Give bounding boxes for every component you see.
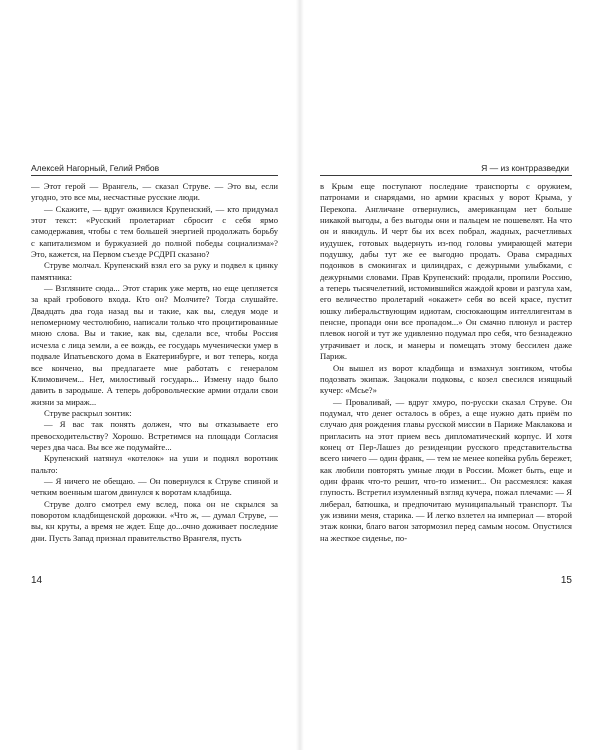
paragraph: Струве долго смотрел ему вслед, пока он не скрылся за поворотом кладбищенской дорожки. «Что ж, — думал Струве, — вы, кн круты, а время не ждет. Еще до...очно доживает последние дни. Пусть Запад признал правительство Врангеля, пусть: [31, 498, 278, 543]
header-rule-right: [320, 175, 572, 176]
paragraph: — Взгляните сюда... Этот старик уже мертв, но еще цепляется за край гробового входа. Кто он? Молчите? Тогда слушайте. Двадцать два года назад вы и такие, как вы, следуя моде и непомерному честолюбию, написали только что процитированные мною слова. Вы и такие, как вы, сделали все, чтобы Россия исчезла с лица земли, а ее вождь, ее государь мученически умер в подвале Ипатьевского дома в Екатеринбурге, и вот теперь, когда все кончено, вы предлагаете мне работать с генералом Климовичем... Нет, милостивый государь... Измену надо было давить в зародыше. А теперь добровольческие армии отдали свои жизни за мираж...: [31, 283, 278, 407]
running-head-right: Я — из контрразведки: [481, 163, 569, 173]
paragraph: Он вышел из ворот кладбища и взмахнул зонтиком, чтобы подозвать экипаж. Зацокали подковы, с козел свесился изящный кучер: «Мсье?»: [320, 362, 572, 396]
right-page: [300, 0, 600, 750]
paragraph: — Скажите, — вдруг оживился Крупенский, — кто придумал этот текст: «Русский пролетариат сбросит с себя ярмо самодержавия, чтобы с тем большей энергией продолжать борьбу с капитализмом и буржуазией до полной победы социализма»? Это, кажется, на Первом съезде РСДРП сказано?: [31, 203, 278, 260]
header-rule-left: [31, 175, 278, 176]
paragraph: — Я ничего не обещаю. — Он повернулся к Струве спиной и четким военным шагом двинулся к воротам кладбища.: [31, 475, 278, 498]
page-number-right: 15: [560, 575, 572, 586]
paragraph: в Крым еще поступают последние транспорты с оружием, патронами и снарядами, но армии красных у ворот Крыма, у Перекопа. Англичане отвернулись, американцам нет больше никакой выгоды, а без выгоды они и пальцем не пошевелят. На что он и янкидуль. И черт бы их всех побрал, жадных, расчетливых иудушек, готовых выдернуть из-под головы умирающей матери подушку, дабы тут же ее выгодно продать. Орава смрадных подонков в смокингах и цилиндрах, с дежурными улыбками, с дежурными словами. Прав Крупенский: продали, пропили Россию, а теперь тысячелетний, истомившийся жаждой крови и разгула хам, его величество пролетарий «окажет» себя во всей красе, пустит юшку либеральствующим идиотам, сюсюкающим интеллигентам в пенсне, пропади они все пропадом...» Он смачно плюнул и растер плевок ногой и тут же удивленно подумал про себя, что безнадежно утрачивает и лоск, и манеры и помещать этому бессилен даже Париж.: [320, 181, 572, 362]
page-number-left: 14: [31, 575, 43, 586]
running-head-left: Алексей Нагорный, Гелий Рябов: [31, 163, 160, 173]
paragraph: Струве молчал. Крупенский взял его за руку и подвел к цинку памятника:: [31, 260, 278, 282]
paragraph: — Этот герой — Врангель, — сказал Струве. — Это вы, если угодно, это все мы, несчастные русские люди.: [31, 181, 278, 203]
paragraph: — Проваливай, — вдруг хмуро, по-русски сказал Струве. Он подумал, что денег осталось в обрез, а еще нужно дать приём по случаю дня рождения главы русской миссии в Париже Маклакова и пригласить на этот прием весь дипломатический корпус. И хотя конец от Пер-Лашез до резиденции русского представительства всего ничего — один франк, — тем не менее копейка рубль бережет, как любили повторять умные люди в России. Может быть, еще и один франк что-то решит, что-то изменит... Он рассмеялся: какая глупость. Встретил изумленный взгляд кучера, пожал плечами: — Я либерал, батюшка, и предпочитаю муниципальный транспорт. Ты уж извини меня, старика. — И легко взлетел на империал — второй этаж конки, благо вагон затормозил перед самым носом. Опустился на жесткое сиденье, по-: [320, 396, 572, 543]
paragraph: Струве раскрыл зонтик:: [44, 407, 132, 418]
body-text-right: [320, 181, 572, 571]
paragraph: — Я вас так понять должен, что вы отказываете его превосходительству? Хорошо. Встретимся на площади Согласия через два часа. Вы все же подумайте...: [31, 419, 278, 452]
body-text-left: [31, 181, 278, 571]
paragraph: Крупенский натянул «котелок» на уши и поднял воротник пальто:: [31, 453, 278, 475]
